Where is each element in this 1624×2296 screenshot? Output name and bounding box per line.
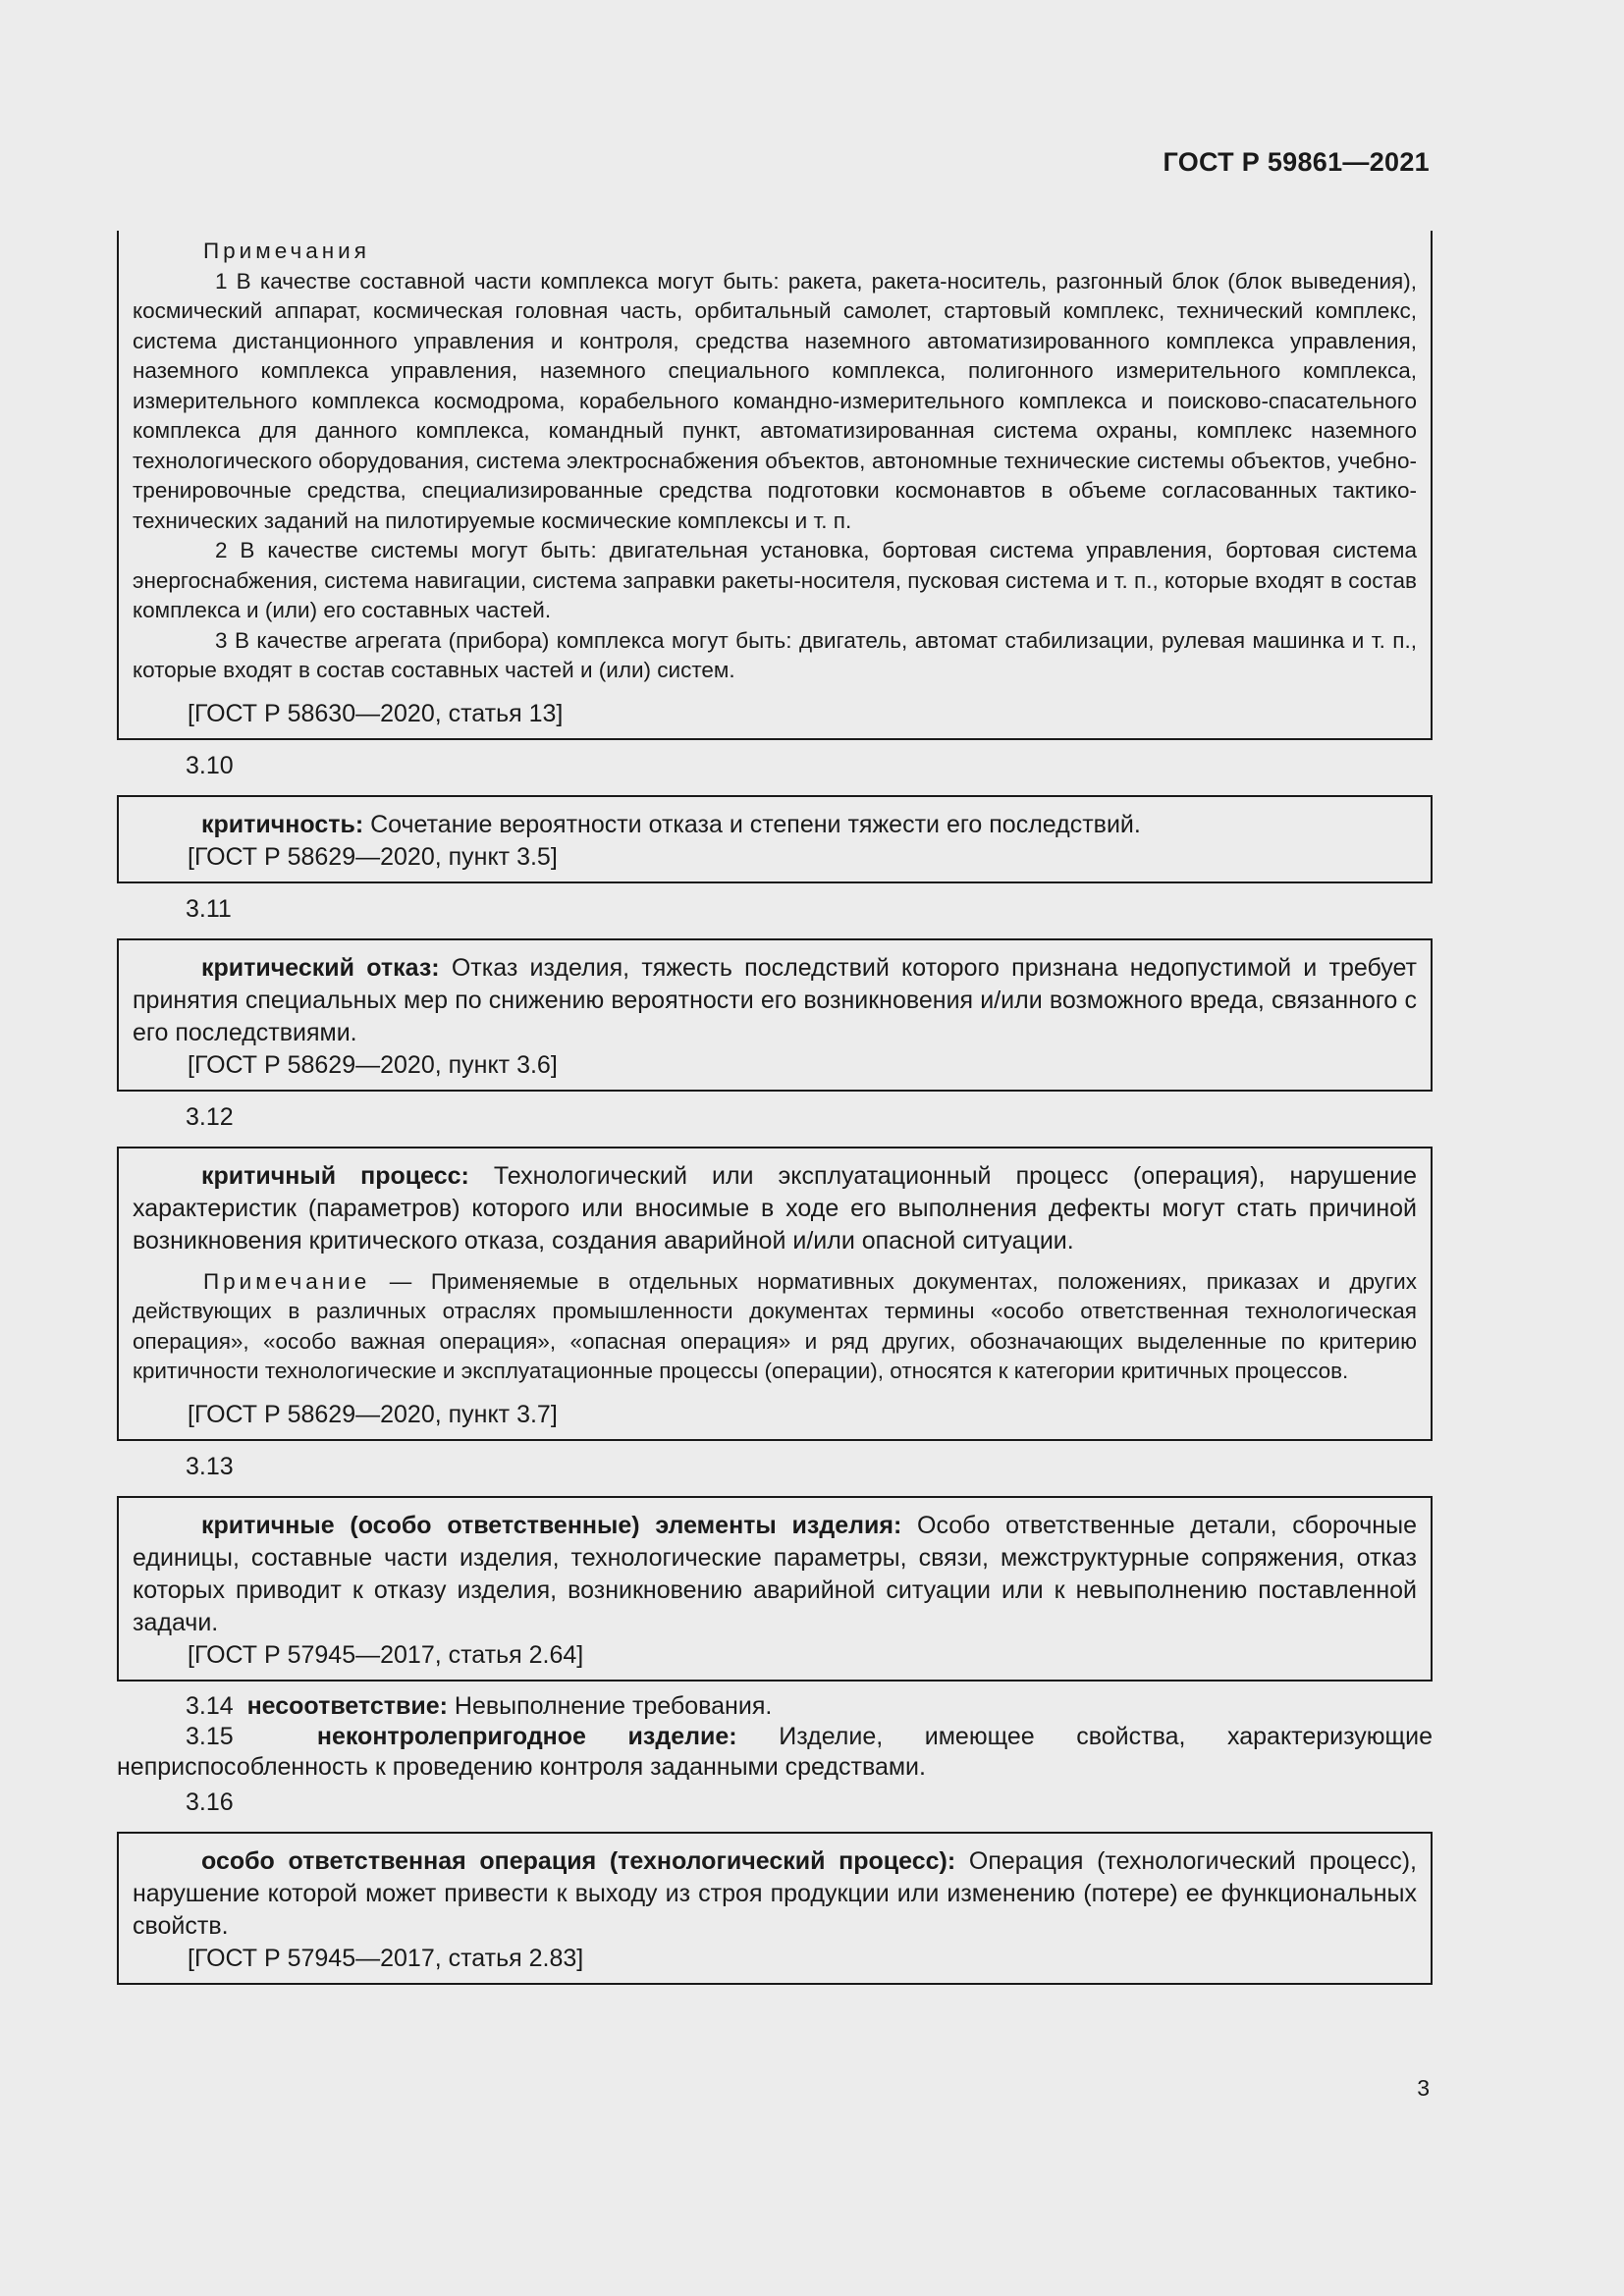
entry-number-3-11: 3.11 — [186, 894, 232, 923]
term: критичный процесс: — [201, 1161, 469, 1190]
term: критичность: — [201, 810, 364, 838]
entry-number: 3.15 — [186, 1722, 234, 1750]
note-text: — Применяемые в отдельных нормативных документах, положениях, приказах и других действующих в различных отраслях промышленности документах термины «особо ответственная технологическая операция», «особо важная операция», «опасная операция» и ряд других, обозначающих выделенные по критерию критичности технологические и эксплуатационные процессы (операции), относятся к категории критичных процессов. — [133, 1268, 1417, 1383]
source-reference: [ГОСТ Р 58629—2020, пункт 3.5] — [188, 842, 558, 871]
note-item-2: 2 В качестве системы могут быть: двигательная установка, бортовая система управления, бортовая система энергоснабжения, система навигации, система заправки ракеты-носителя, пусковая система и т. п., которые входят в состав комплекса и (или) его составных частей. — [133, 538, 1417, 622]
definition-box-3-11 — [117, 938, 1433, 1092]
page-content — [117, 231, 1433, 1985]
entry-3-15 — [117, 1722, 1433, 1783]
plain-entries — [117, 1691, 1433, 1783]
term: неконтролепригодное изделие: — [316, 1722, 737, 1750]
definition-box-3-13 — [117, 1496, 1433, 1682]
source-reference: [ГОСТ Р 57945—2017, статья 2.83] — [188, 1944, 584, 1972]
entry-number-3-12: 3.12 — [186, 1102, 234, 1131]
term: критичные (особо ответственные) элементы изделия: — [201, 1511, 902, 1539]
definition-box-3-9-continued — [117, 231, 1433, 740]
entry-number: 3.14 — [186, 1691, 234, 1720]
definition-box-3-16 — [117, 1832, 1433, 1985]
page-number: 3 — [1417, 2075, 1430, 2101]
definition-box-3-10 — [117, 795, 1433, 883]
note-label: Примечание — [203, 1268, 371, 1294]
entry-number-3-13: 3.13 — [186, 1452, 234, 1480]
definition-text — [133, 1160, 1417, 1257]
entry-number-3-16: 3.16 — [186, 1788, 234, 1816]
definition: Изделие, имеющее свойства, характеризующие неприспособленность к проведению контроля заданными средствами. — [117, 1722, 1433, 1781]
term: критический отказ: — [201, 953, 440, 982]
notes-section — [133, 237, 1417, 686]
entry-number-3-10: 3.10 — [186, 751, 234, 779]
source-reference: [ГОСТ Р 58629—2020, пункт 3.7] — [188, 1400, 558, 1428]
definition: Невыполнение требования. — [454, 1691, 773, 1720]
definition: Сочетание вероятности отказа и степени тяжести его последствий. — [370, 810, 1141, 838]
definition-text — [133, 809, 1417, 841]
source-reference: [ГОСТ Р 58630—2020, статья 13] — [188, 699, 564, 727]
term: особо ответственная операция (технологический процесс): — [201, 1846, 956, 1875]
source-reference: [ГОСТ Р 58629—2020, пункт 3.6] — [188, 1050, 558, 1079]
definition-text — [133, 952, 1417, 1049]
definition-text — [133, 1845, 1417, 1943]
note-item-3: 3 В качестве агрегата (прибора) комплекса могут быть: двигатель, автомат стабилизации, рулевая машинка и т. п., которые входят в состав составных частей и (или) систем. — [133, 627, 1417, 682]
term: несоответствие: — [246, 1691, 448, 1720]
notes-title: Примечания — [203, 239, 370, 263]
definition-box-3-12 — [117, 1147, 1433, 1441]
source-reference: [ГОСТ Р 57945—2017, статья 2.64] — [188, 1640, 584, 1669]
entry-3-14 — [117, 1691, 1433, 1722]
note-item-1: 1 В качестве составной части комплекса могут быть: ракета, ракета-носитель, разгонный блок (блок выведения), космический аппарат, космическая головная часть, орбитальный самолет, стартовый комплекс, технический комплекс, система дистанционного управления и контроля, средства наземного автоматизированного комплекса управления, наземного комплекса управления, наземного специального комплекса, полигонного измерительного комплекса, измерительного комплекса космодрома, корабельного командно-измерительного комплекса и поисково-спасательного комплекса для данного комплекса, командный пункт, автоматизированная система охраны, комплекс наземного технологического оборудования, система электроснабжения объектов, автономные технические системы объектов, учебно-тренировочные средства, специализированные средства подготовки космонавтов в объеме согласованных тактико-технических заданий на пилотируемые космические комплексы и т. п. — [133, 268, 1417, 533]
definition: Операция (технологический процесс), нарушение которой может привести к выходу из строя продукции или изменению (потере) ее функциональных свойств. — [133, 1846, 1417, 1940]
document-header: ГОСТ Р 59861—2021 — [1163, 147, 1430, 177]
definition-text — [133, 1510, 1417, 1639]
definition: Отказ изделия, тяжесть последствий которого признана недопустимой и требует принятия специальных мер по снижению вероятности его возникновения и/или возможного вреда, связанного с его последствиями. — [133, 953, 1417, 1046]
note — [133, 1267, 1417, 1387]
definition: Особо ответственные детали, сборочные единицы, составные части изделия, технологические параметры, связи, межструктурные сопряжения, отказ которых приводит к отказу изделия, возникновению аварийной ситуации или к невыполнению поставленной задачи. — [133, 1511, 1417, 1636]
definition: Технологический или эксплуатационный процесс (операция), нарушение характеристик (параметров) которого или вносимые в ходе его выполнения дефекты могут стать причиной возникновения критического отказа, создания аварийной и/или опасной ситуации. — [133, 1161, 1417, 1255]
